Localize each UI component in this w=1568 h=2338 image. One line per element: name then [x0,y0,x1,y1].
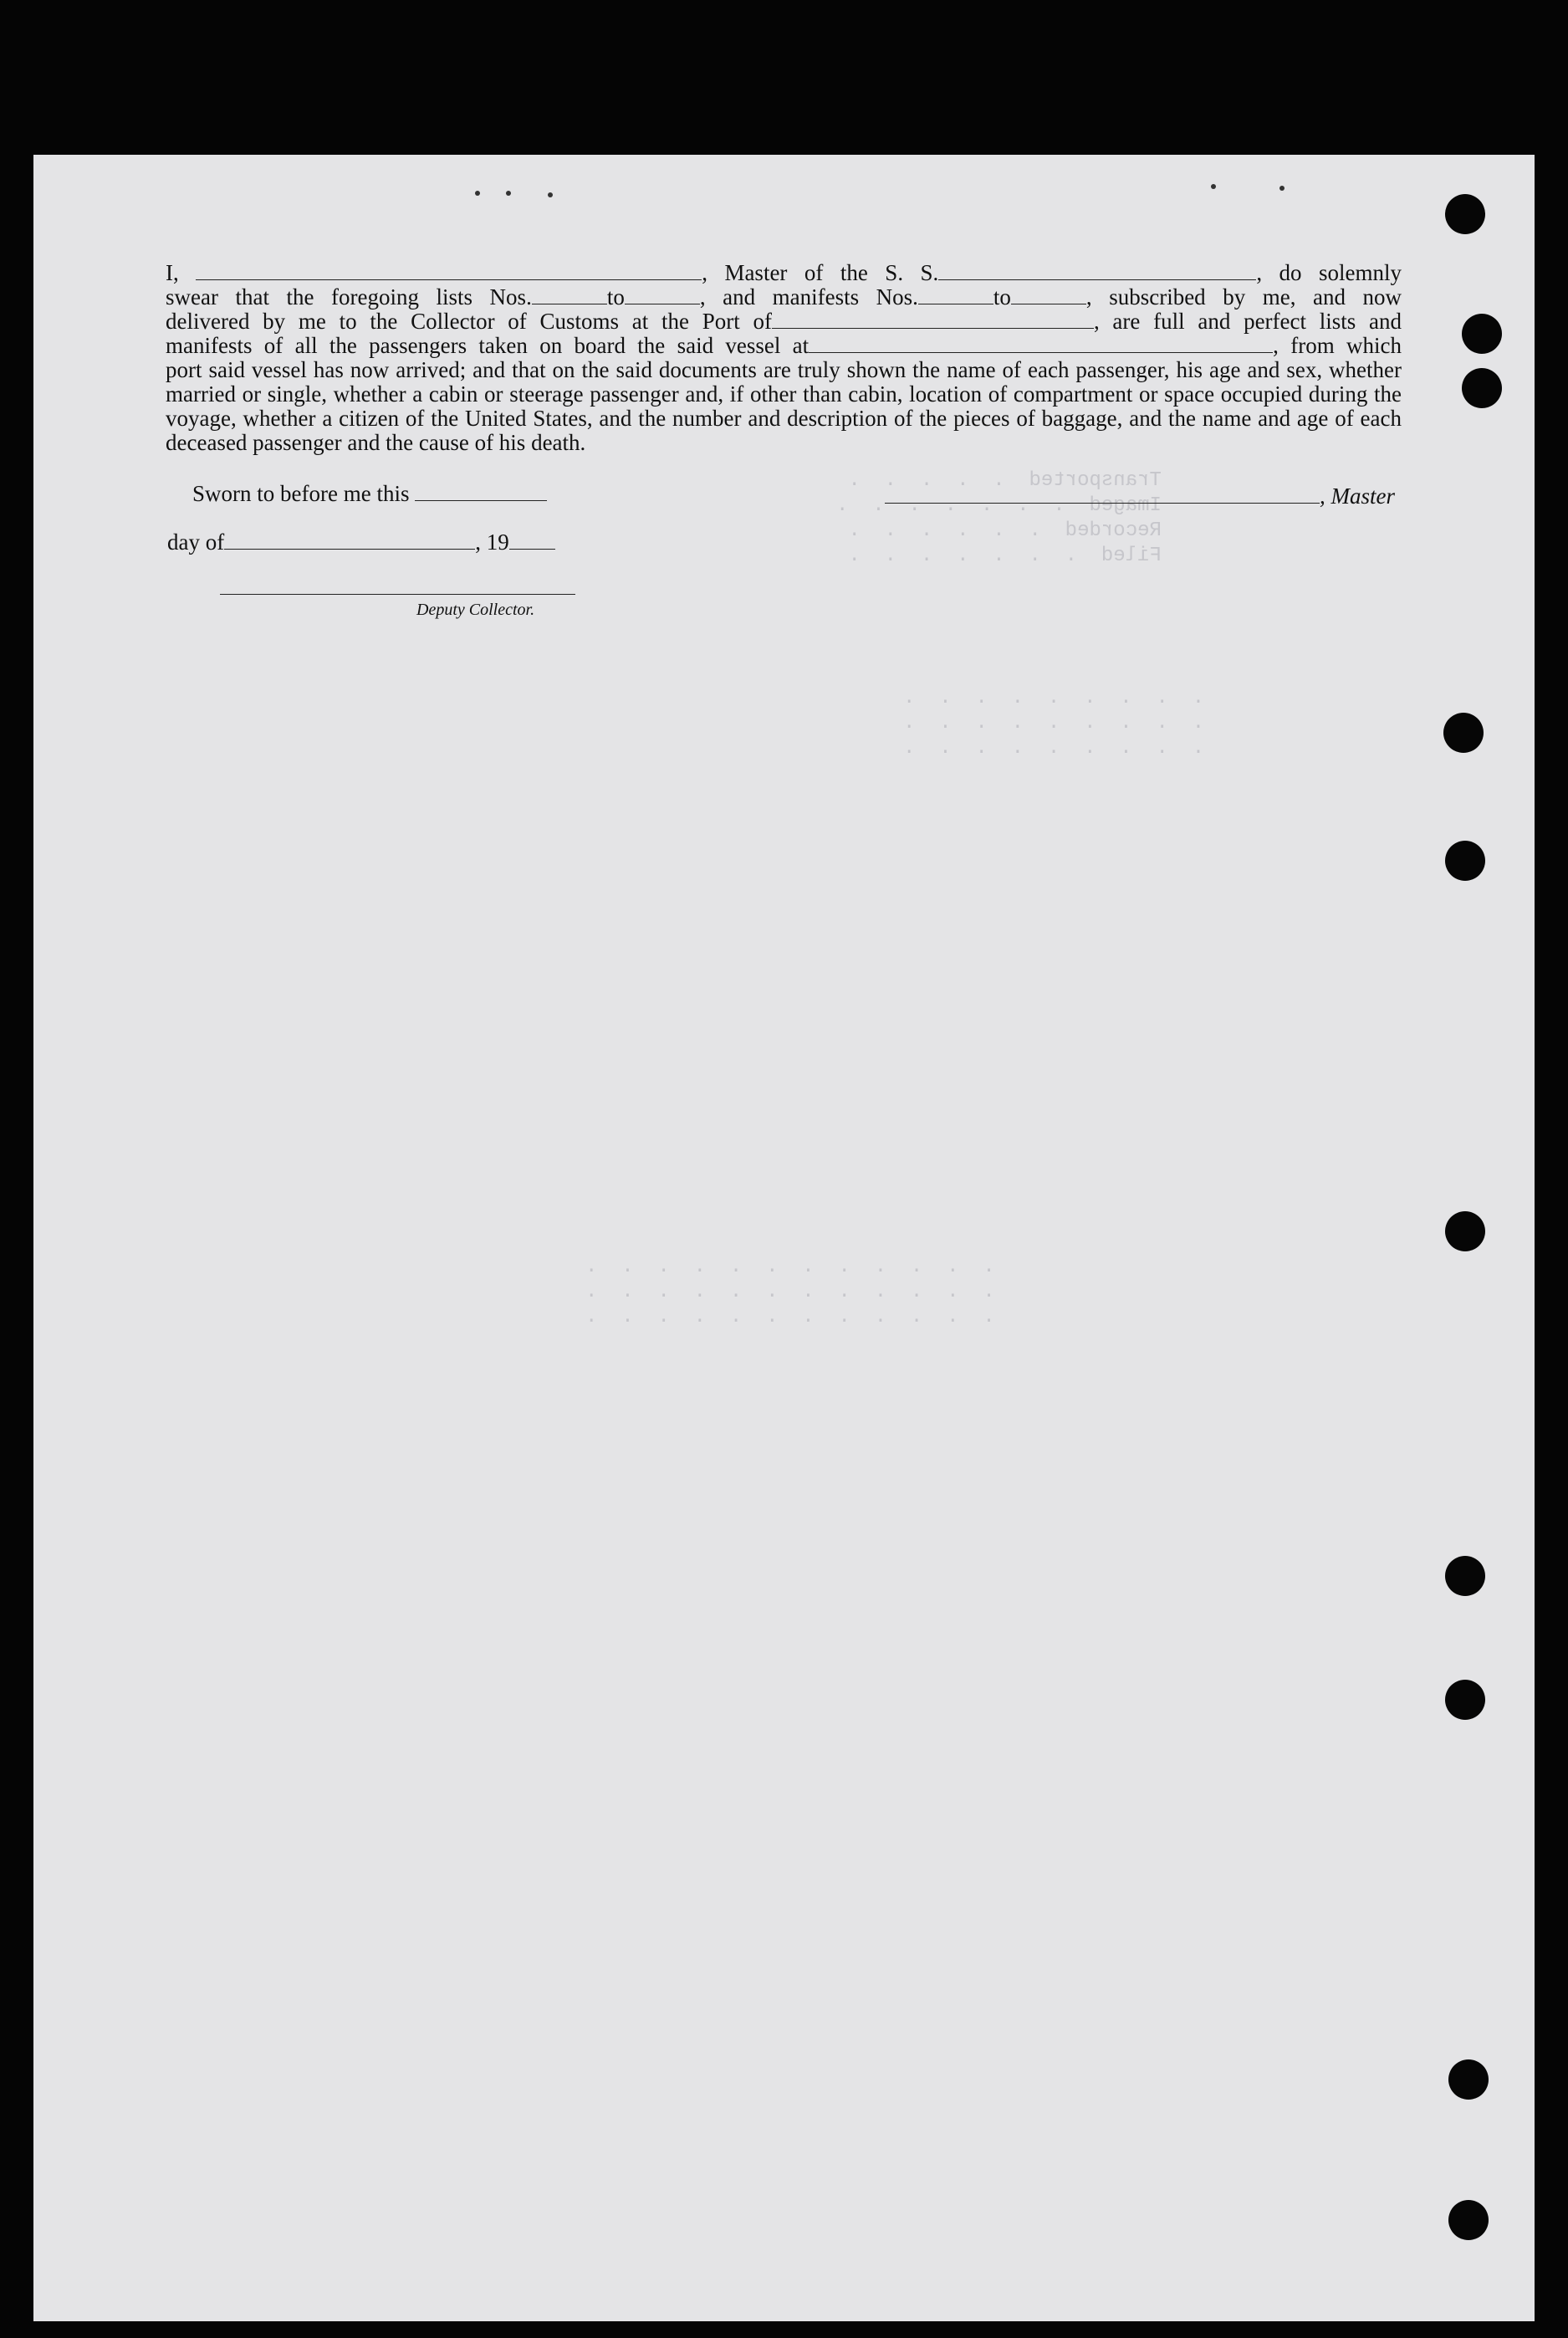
oath-text: , and manifests Nos. [699,284,918,310]
paper-speck [548,192,553,197]
oath-text: , from which [1273,333,1402,358]
paper-speck [475,191,480,196]
oath-text: delivered by me to the Collector of Customs at the Port of [166,309,772,334]
name-blank [196,263,702,280]
departure-port-blank [809,335,1273,353]
binder-hole [1462,368,1502,408]
binder-hole [1443,713,1484,753]
oath-text: manifests of all the passengers taken on board the said vessel at [166,333,810,358]
port-blank [772,311,1094,329]
deputy-collector-label: Deputy Collector. [416,601,535,619]
list-to-blank [625,287,700,304]
day-month-blank [224,532,475,550]
oath-text: swear that the foregoing lists Nos. [166,284,532,310]
oath-line-1 [166,261,1402,285]
oath-text: to [993,284,1011,310]
sworn-row [192,481,547,507]
bleed-through-text: . . . . . . . . . . . . . . . . . . . . . . . . . . . [903,687,1205,760]
list-from-blank [532,287,607,304]
binder-hole [1445,1680,1485,1720]
binder-hole [1445,1556,1485,1596]
master-signature-row [885,483,1395,509]
oath-line-2 [166,285,1402,310]
binder-hole [1448,2059,1489,2100]
paper-speck [506,191,511,196]
bleed-through-text: Transported . . . . . Imaged . . . . . . . Recorded . . . . . . Filed . . . . . . . [836,469,1162,567]
oath-text: , do solemnly [1256,260,1402,285]
day-of-row [167,530,555,555]
paper-speck [1211,184,1216,189]
manifest-page [33,155,1535,2321]
oath-text: , are full and perfect lists and [1093,309,1402,334]
binder-hole [1448,2200,1489,2240]
vessel-blank [938,263,1256,280]
oath-text: , Master of the S. S. [702,260,939,285]
sworn-date-blank [415,483,547,501]
oath-line-3 [166,310,1402,334]
bleed-through-text: . . . . . . . . . . . . . . . . . . . . . . . . . . . . . . . . . . . . [585,1256,995,1328]
year-blank [509,532,555,550]
master-label: , Master [1320,483,1395,509]
oath-text: , subscribed by me, and now [1085,284,1402,310]
oath-text: I, [166,260,197,285]
binder-hole [1445,841,1485,881]
master-signature-blank [885,486,1320,504]
sworn-label: Sworn to before me this [192,481,410,506]
day-of-label: day of [167,530,225,555]
binder-hole [1462,314,1502,354]
oath-line-4 [166,334,1402,358]
year-label: , 19 [475,530,509,555]
binder-hole [1445,1211,1485,1251]
manifest-to-blank [1011,287,1086,304]
deputy-signature-line [220,594,575,595]
oath-text: to [606,284,625,310]
paper-speck [1279,186,1285,191]
binder-hole [1445,194,1485,234]
oath-paragraph [166,261,1402,455]
oath-body: port said vessel has now arrived; and that on the said documents are truly shown the name of each passenger, his age and sex, whether married or single, whether a cabin or steerage passenger and, if other than cabin, location of compartment or space occupied during the voyage, whether a citizen of the United States, and the number and description of the pieces of baggage, and the name and age of each deceased passenger and the cause of his death. [166,357,1402,455]
manifest-from-blank [918,287,993,304]
